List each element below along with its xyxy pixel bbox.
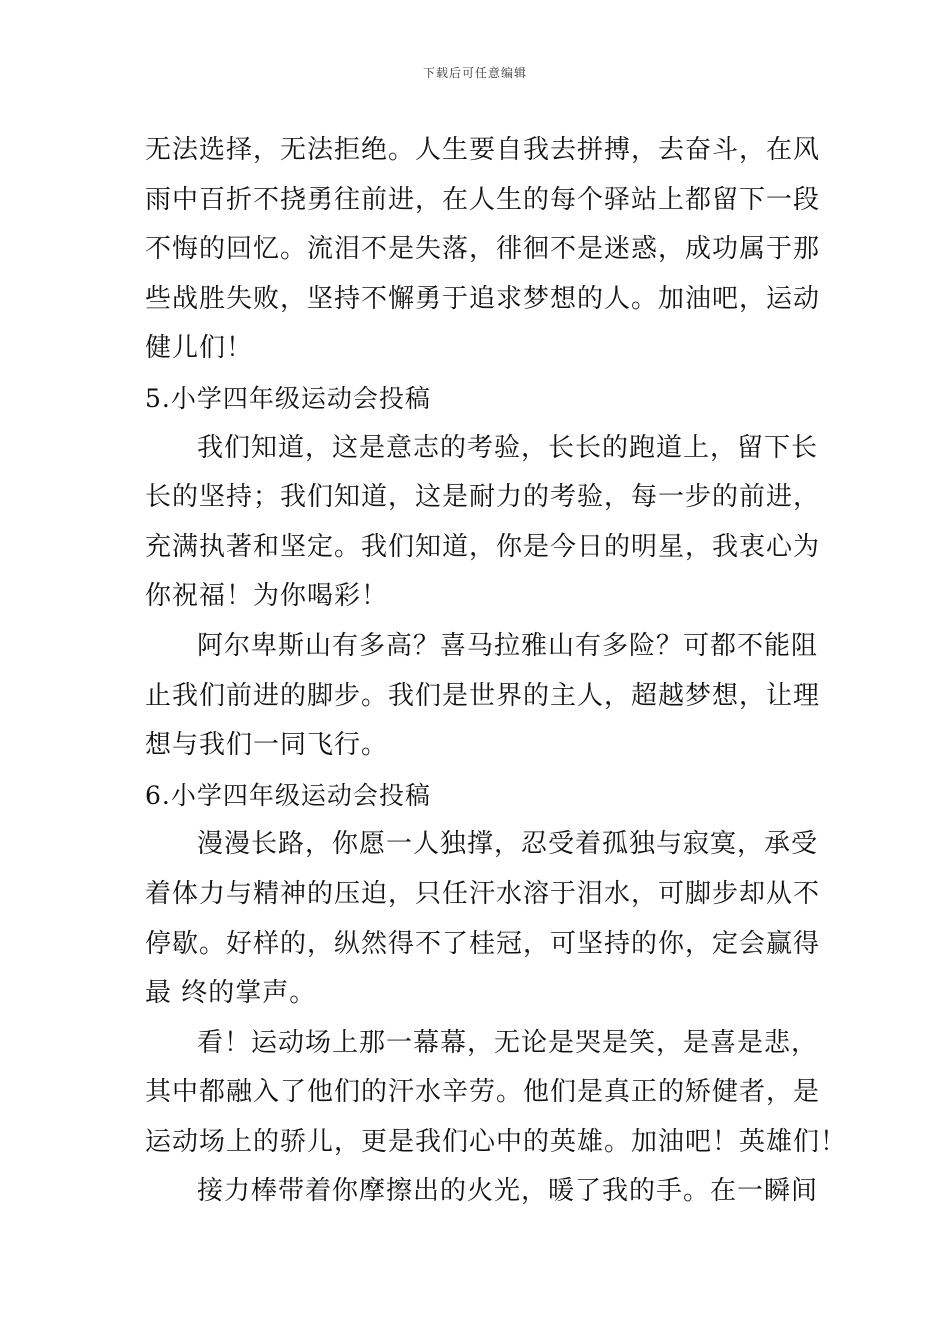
text-line: 充满执著和坚定。我们知道，你是今日的明星，我衷心为 xyxy=(145,531,821,562)
text-line: 不悔的回忆。流泪不是失落，徘徊不是迷惑，成功属于那 xyxy=(145,234,821,265)
text-line: 你祝福！为你喝彩！ xyxy=(145,581,389,612)
text-line: 接力棒带着你摩擦出的火光，暖了我的手。在一瞬间 xyxy=(197,1176,819,1207)
text-line: 阿尔卑斯山有多高？喜马拉雅山有多险？可都不能阻 xyxy=(197,630,819,661)
text-line: 健儿们！ xyxy=(145,333,254,364)
page-header: 下载后可任意编辑 xyxy=(422,66,527,80)
text-line: 雨中百折不挠勇往前进，在人生的每个驿站上都留下一段 xyxy=(145,184,821,215)
text-line: 最 终的掌声。 xyxy=(145,978,317,1009)
text-line: 长的坚持；我们知道，这是耐力的考验，每一步的前进， xyxy=(145,482,821,513)
section-heading: 6.小学四年级运动会投稿 xyxy=(145,780,431,810)
text-line: 着体力与精神的压迫，只任汗水溶于泪水，可脚步却从不 xyxy=(145,878,821,909)
text-line: 运动场上的骄儿，更是我们心中的英雄。加油吧！英雄们！ xyxy=(145,1126,848,1157)
document-body xyxy=(145,126,848,1217)
text-line: 止我们前进的脚步。我们是世界的主人，超越梦想，让理 xyxy=(145,680,821,711)
text-line: 想与我们一同飞行。 xyxy=(145,730,389,761)
text-line: 其中都融入了他们的汗水辛劳。他们是真正的矫健者，是 xyxy=(145,1077,821,1108)
section-heading: 5.小学四年级运动会投稿 xyxy=(145,383,431,413)
text-line: 无法选择，无法拒绝。人生要自我去拼搏，去奋斗，在风 xyxy=(145,135,821,165)
text-line: 看！运动场上那一幕幕，无论是哭是笑，是喜是悲， xyxy=(197,1027,819,1058)
text-line: 些战胜失败，坚持不懈勇于追求梦想的人。加油吧，运动 xyxy=(145,283,821,314)
text-line: 停歇。好样的，纵然得不了桂冠，可坚持的你，定会赢得 xyxy=(145,928,821,959)
text-line: 漫漫长路，你愿一人独撑，忍受着孤独与寂寞，承受 xyxy=(197,829,819,860)
text-line: 我们知道，这是意志的考验，长长的跑道上，留下长 xyxy=(197,432,819,463)
